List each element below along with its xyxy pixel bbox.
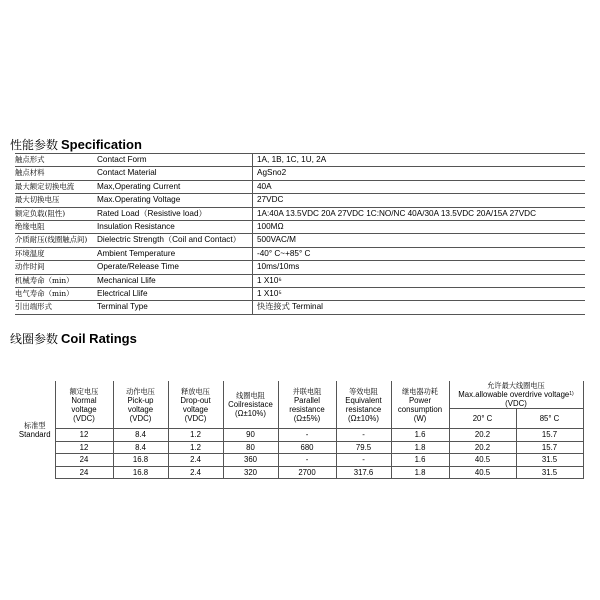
spec-label-cn: 环境温度	[15, 248, 45, 258]
coil-cell: 24	[55, 454, 113, 467]
coil-cell: 317.6	[336, 466, 391, 479]
column-header-en: voltage	[71, 404, 97, 414]
spec-label-en: Ambient Temperature	[95, 248, 253, 260]
coil-cell: 12	[55, 429, 113, 442]
spec-row	[15, 234, 585, 247]
spec-label-cn: 最大额定切换电流	[15, 181, 75, 191]
spec-label-en: Max.Operating Voltage	[95, 194, 253, 206]
coil-cell: 40.5	[449, 454, 516, 467]
spec-label-cn: 最大切换电压	[15, 195, 60, 205]
coil-column-header	[223, 381, 278, 429]
spec-value: 1A, 1B, 1C, 1U, 2A	[257, 155, 327, 164]
spec-value: 快连接式 Terminal	[257, 302, 323, 312]
table-row	[15, 466, 583, 479]
spec-label-cn: 引出端形式	[15, 302, 52, 312]
spec-row	[15, 301, 585, 314]
column-header-en: (VDC)	[184, 413, 207, 423]
temperature-header	[516, 409, 583, 429]
spec-label-cn: 触点材料	[15, 168, 45, 178]
coil-ratings-table	[15, 381, 584, 479]
coil-cell: -	[278, 454, 336, 467]
specification-title-en: Specification	[61, 137, 142, 152]
spec-label-cn: 介质耐压(线圈触点间)	[15, 235, 88, 245]
temperature-label: 85° C	[539, 414, 560, 423]
column-header-en: resistance	[289, 404, 325, 414]
coil-cell: 2700	[278, 466, 336, 479]
spec-label-cn: 动作时间	[15, 262, 45, 272]
coil-cell: 2.4	[168, 466, 223, 479]
column-header-en: Normal	[71, 395, 97, 405]
coil-cell: 79.5	[336, 441, 391, 454]
coil-cell: 20.2	[449, 441, 516, 454]
spec-value: 10ms/10ms	[257, 262, 300, 272]
coil-ratings-title	[10, 330, 137, 347]
column-header-cn: 继电器功耗	[402, 386, 438, 396]
spec-value: 27VDC	[257, 195, 284, 205]
coil-cell: 12	[55, 441, 113, 454]
column-header-en: Pick-up	[127, 395, 154, 405]
spec-value: 40A	[257, 181, 272, 191]
coil-cell: 40.5	[449, 466, 516, 479]
overdrive-header-cn: 允许最大线圈电压	[487, 381, 545, 390]
coil-cell: 8.4	[113, 429, 168, 442]
spec-row	[15, 261, 585, 274]
coil-cell: 1.2	[168, 429, 223, 442]
spec-row	[15, 248, 585, 261]
standard-label-en: Standard	[18, 429, 51, 439]
column-header-cn: 线圈电阻	[236, 391, 265, 400]
specification-table	[15, 153, 585, 315]
coil-cell: -	[278, 429, 336, 442]
column-header-en: (Ω±5%)	[293, 413, 321, 423]
column-header-en: Equivalent	[345, 395, 382, 405]
spec-label-en: Dielectric Strength（Coil and Contact）	[95, 234, 253, 246]
spec-row	[15, 167, 585, 180]
coil-column-header	[55, 381, 113, 429]
coil-ratings-title-cn: 线圈参数	[10, 332, 59, 346]
coil-ratings-title-en: Coil Ratings	[61, 331, 137, 346]
temperature-label: 20° C	[472, 414, 493, 423]
spec-row	[15, 181, 585, 194]
spec-value: 500VAC/M	[257, 235, 296, 245]
spec-label-cn: 额定负载(阻性)	[15, 208, 66, 218]
spec-label-cn: 机械寿命（min）	[15, 275, 74, 285]
coil-header-row	[15, 381, 583, 409]
standard-label-cn: 标准型	[23, 420, 46, 430]
column-header-en: (VDC)	[129, 413, 152, 423]
coil-column-header	[391, 381, 449, 429]
spec-row	[15, 208, 585, 221]
column-header-en: Coilresistace	[228, 400, 273, 409]
spec-label-en: Terminal Type	[95, 301, 253, 313]
overdrive-unit: (VDC)	[505, 399, 527, 408]
spec-label-en: Contact Material	[95, 167, 253, 179]
coil-column-header	[113, 381, 168, 429]
coil-cell: -	[336, 429, 391, 442]
column-header-en: (W)	[413, 413, 427, 423]
column-header-cn: 释放电压	[181, 386, 210, 396]
coil-cell: 31.5	[516, 466, 583, 479]
spec-label-en: Max,Operating Current	[95, 181, 253, 193]
overdrive-footnote: 1)	[569, 391, 574, 397]
specification-title	[10, 136, 142, 153]
spec-label-cn: 触点形式	[15, 155, 45, 164]
coil-cell: 320	[223, 466, 278, 479]
spec-label-cn: 绝缘电阻	[15, 221, 45, 231]
spec-value: AgSno2	[257, 168, 287, 178]
coil-column-header	[168, 381, 223, 429]
coil-cell: 15.7	[516, 429, 583, 442]
coil-cell: 360	[223, 454, 278, 467]
spec-label-en: Contact Form	[95, 154, 253, 166]
table-row	[15, 429, 583, 442]
coil-cell: 16.8	[113, 466, 168, 479]
specification-title-cn: 性能参数	[10, 138, 59, 152]
spec-label-cn: 电气寿命（min）	[15, 288, 74, 298]
coil-cell: 1.2	[168, 441, 223, 454]
coil-cell: 1.8	[391, 441, 449, 454]
coil-cell: 24	[55, 466, 113, 479]
column-header-cn: 额定电压	[69, 386, 99, 396]
column-header-en: Parallel	[293, 395, 320, 405]
column-header-en: Power	[408, 395, 432, 405]
coil-cell: 680	[278, 441, 336, 454]
coil-cell: 80	[223, 441, 278, 454]
coil-column-header	[336, 381, 391, 429]
spec-label-en: Rated Load（Resistive load）	[95, 208, 253, 220]
spec-value: 1 X10⁶	[257, 275, 282, 285]
column-header-en: (Ω±10%)	[235, 409, 266, 418]
spec-row	[15, 275, 585, 288]
column-header-en: (VDC)	[73, 413, 95, 423]
coil-cell: 16.8	[113, 454, 168, 467]
coil-cell: 90	[223, 429, 278, 442]
overdrive-header	[449, 381, 583, 409]
coil-cell: 8.4	[113, 441, 168, 454]
table-row	[15, 454, 583, 467]
table-row	[15, 441, 583, 454]
spec-row	[15, 288, 585, 301]
spec-value: 1A:40A 13.5VDC 20A 27VDC 1C:NO/NC 40A/30A 13.5VDC 20A/15A 27VDC	[257, 208, 536, 218]
column-header-en: (Ω±10%)	[348, 413, 379, 423]
overdrive-header-en: Max.allowable overdrive voltage	[458, 390, 570, 399]
spec-row	[15, 153, 585, 167]
spec-value: -40° C~+85° C	[257, 248, 311, 258]
spec-value: 1 X10⁵	[257, 288, 282, 298]
column-header-cn: 动作电压	[126, 386, 155, 396]
spec-value: 100MΩ	[257, 221, 284, 231]
standard-cell	[15, 381, 55, 479]
coil-cell: 1.8	[391, 466, 449, 479]
temperature-header	[449, 409, 516, 429]
spec-label-en: Mechanical Llife	[95, 275, 253, 287]
spec-label-en: Electrical Llife	[95, 288, 253, 300]
column-header-cn: 等效电阻	[349, 386, 378, 396]
coil-cell: 2.4	[168, 454, 223, 467]
column-header-cn: 并联电阻	[292, 386, 322, 396]
spec-row	[15, 221, 585, 234]
coil-cell: 1.6	[391, 429, 449, 442]
spec-row	[15, 194, 585, 207]
coil-cell: 31.5	[516, 454, 583, 467]
coil-cell: 15.7	[516, 441, 583, 454]
column-header-en: Drop-out	[180, 395, 211, 405]
coil-cell: -	[336, 454, 391, 467]
column-header-en: resistance	[345, 404, 382, 414]
column-header-en: voltage	[182, 404, 209, 414]
spec-label-en: Operate/Release Time	[95, 261, 253, 273]
column-header-en: voltage	[127, 404, 154, 414]
coil-column-header	[278, 381, 336, 429]
coil-cell: 1.6	[391, 454, 449, 467]
coil-cell: 20.2	[449, 429, 516, 442]
column-header-en: consumption	[397, 404, 443, 414]
spec-label-en: Insulation Resistance	[95, 221, 253, 233]
